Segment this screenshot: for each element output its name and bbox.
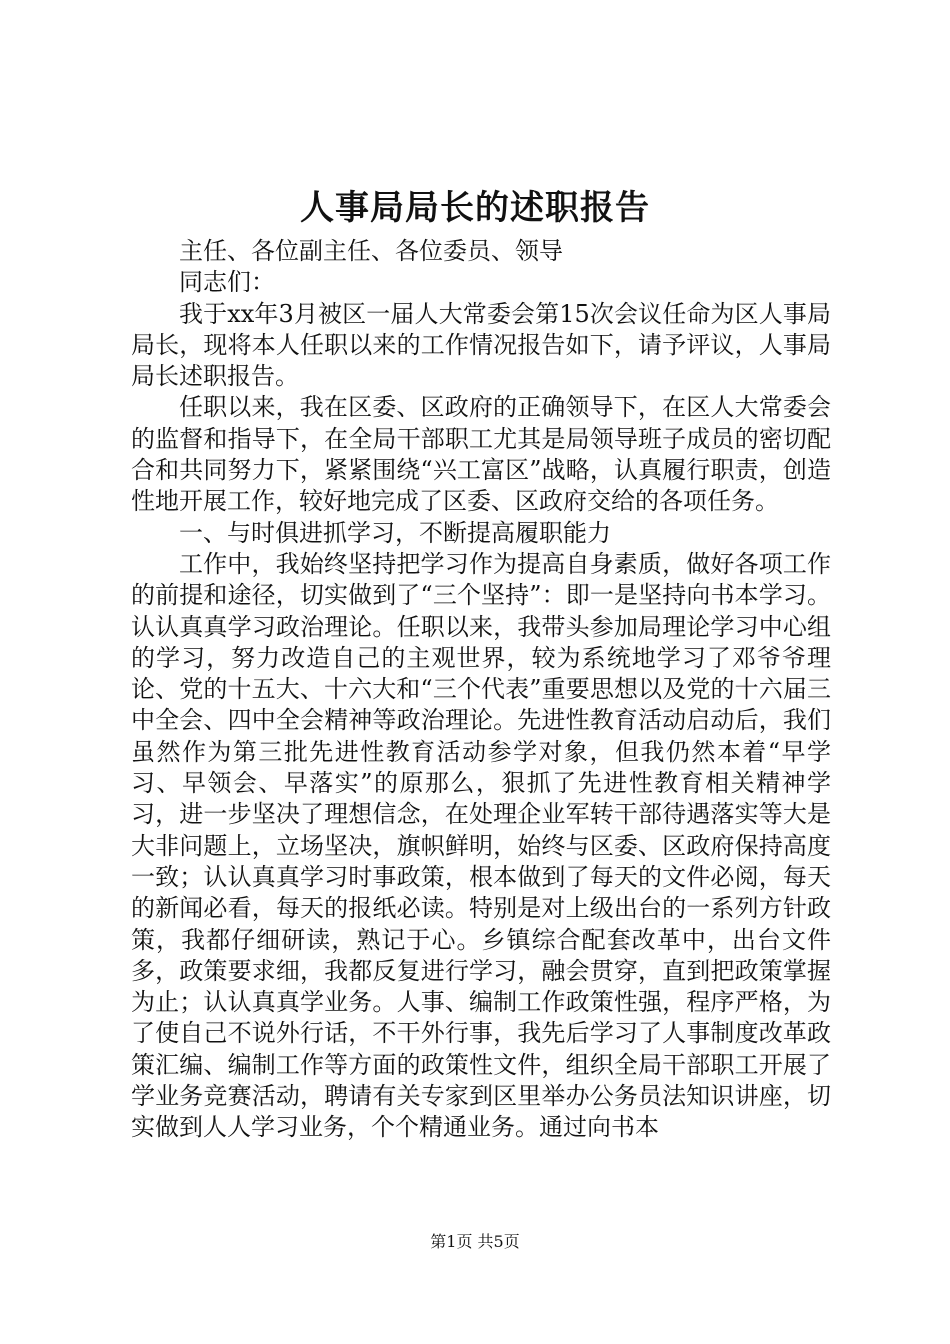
salutation-comrades: 同志们：: [179, 268, 275, 297]
summary-paragraph: 任职以来，我在区委、区政府的正确领导下，在区人大常委会的监督和指导下，在全局干部职工尤其是局领导班子成员的密切配合和共同努力下，紧紧围绕“兴工富区”战略，认真履行职责，创造性地开展工作，较好地完成了区委、区政府交给的各项任务。: [131, 393, 831, 516]
section-heading: 一、与时俱进抓学习，不断提高履职能力: [179, 518, 611, 547]
document-title: 人事局局长的述职报告: [300, 188, 650, 228]
study-paragraph: 工作中，我始终坚持把学习作为提高自身素质，做好各项工作的前提和途径，切实做到了“三个坚持”：即一是坚持向书本学习。认认真真学习政治理论。任职以来，我带头参加局理论学习中心组的学习，努力改造自己的主观世界，较为系统地学习了邓爷爷理论、党的十五大、十六大和“三个代表”重要思想以及党的十六届三中全会、四中全会精神等政治理论。先进性教育活动启动后，我们虽然作为第三批先进性教育活动参学对象，但我仍然本着“早学习、早领会、早落实”的原那么，狠抓了先进性教育相关精神学习，进一步坚决了理想信念，在处理企业军转干部待遇落实等大是大非问题上，立场坚决，旗帜鲜明，始终与区委、区政府保持高度一致；认认真真学习时事政策，根本做到了每天的文件必阅，每天的新闻必看，每天的报纸必读。特别是对上级出台的一系列方针政策，我都仔细研读，熟记于心。乡镇综合配套改革中，出台文件多，政策要求细，我都反复进行学习，融会贯穿，直到把政策掌握为止；认认真真学业务。人事、编制工作政策性强，程序严格，为了使自己不说外行话，不干外行事，我先后学习了人事制度改革政策汇编、编制工作等方面的政策性文件，组织全局干部职工开展了学业务竞赛活动，聘请有关专家到区里举办公务员法知识讲座，切实做到人人学习业务，个个精通业务。通过向书本: [131, 549, 831, 1142]
document-body: [131, 236, 831, 1144]
intro-paragraph: 我于xx年3月被区一届人大常委会第15次会议任命为区人事局局长，现将本人任职以来的工作情况报告如下，请予评议，人事局局长述职报告。: [131, 299, 831, 391]
salutation-line: 主任、各位副主任、各位委员、领导: [179, 237, 563, 265]
page-footer: 第1页 共5页: [430, 1232, 520, 1251]
